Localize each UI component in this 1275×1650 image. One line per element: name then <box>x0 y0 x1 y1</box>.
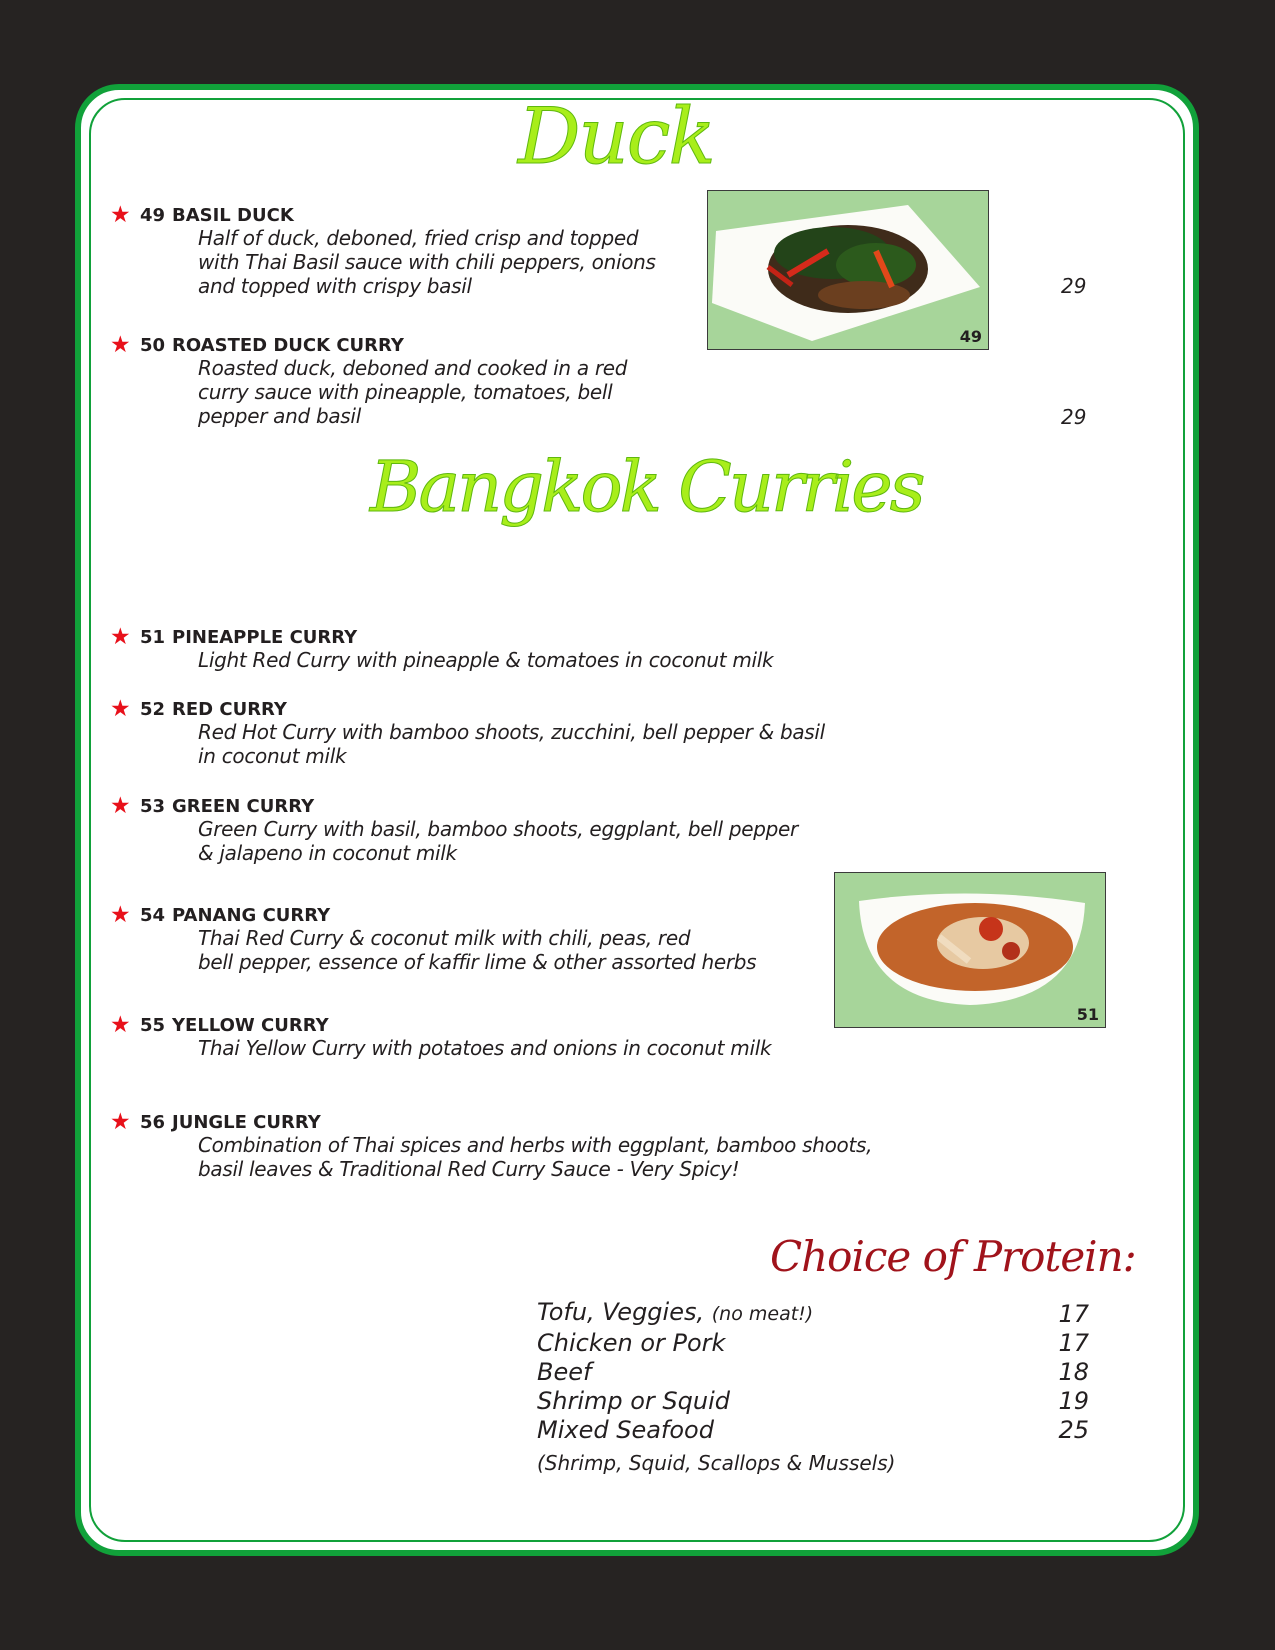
spicy-star-icon: ★ <box>110 201 131 228</box>
item-number: 53 <box>140 795 166 817</box>
item-name: PINEAPPLE CURRY <box>172 626 358 648</box>
item-number: 52 <box>140 698 166 720</box>
protein-price: 25 <box>1058 1416 1089 1444</box>
protein-note: (no meat!) <box>711 1303 814 1325</box>
spicy-star-icon: ★ <box>110 1108 131 1135</box>
menu-item-53 <box>110 792 798 865</box>
item-description: Light Red Curry with pineapple & tomatoes in coconut milk <box>198 648 774 672</box>
spicy-star-icon: ★ <box>110 792 131 819</box>
item-name: ROASTED DUCK CURRY <box>172 334 404 356</box>
menu-item-50 <box>110 331 628 428</box>
duck-section-title: Duck <box>518 92 714 182</box>
protein-price: 18 <box>1058 1358 1089 1386</box>
protein-price: 19 <box>1058 1387 1089 1415</box>
spicy-star-icon: ★ <box>110 623 131 650</box>
item-number: 55 <box>140 1014 166 1036</box>
item-number: 54 <box>140 904 166 926</box>
menu-item-56 <box>110 1108 873 1181</box>
curry-photo-tag: 51 <box>1076 1005 1099 1024</box>
protein-label: Beef <box>537 1358 592 1386</box>
item-name: YELLOW CURRY <box>172 1014 329 1036</box>
protein-price-list <box>537 1300 1089 1475</box>
menu-item-55 <box>110 1011 772 1060</box>
item-description: Green Curry with basil, bamboo shoots, eggplant, bell pepper & jalapeno in coconut milk <box>198 817 798 865</box>
item-number: 56 <box>140 1111 166 1133</box>
pineapple-curry-photo <box>834 872 1106 1028</box>
basil-duck-photo <box>707 190 989 350</box>
protein-row <box>537 1300 1089 1329</box>
protein-row <box>537 1416 1089 1445</box>
item-name: GREEN CURRY <box>172 795 315 817</box>
item-name: BASIL DUCK <box>172 204 294 226</box>
basil-duck-photo-tag: 49 <box>959 327 982 346</box>
menu-item-54 <box>110 901 757 974</box>
curry-bowl-illustration <box>835 873 1105 1027</box>
protein-label: Tofu, Veggies, (no meat!) <box>537 1298 814 1326</box>
menu-item-51 <box>110 623 774 672</box>
protein-price: 17 <box>1058 1329 1089 1357</box>
item-description: Thai Red Curry & coconut milk with chili, peas, red bell pepper, essence of kaffir lime & other assorted herbs <box>198 926 757 974</box>
item-number: 50 <box>140 334 166 356</box>
protein-label: Mixed Seafood <box>537 1416 714 1444</box>
spicy-star-icon: ★ <box>110 1011 131 1038</box>
item-description: Combination of Thai spices and herbs with eggplant, bamboo shoots, basil leaves & Traditional Red Curry Sauce - Very Spicy! <box>198 1133 873 1181</box>
protein-price: 17 <box>1058 1300 1089 1328</box>
item-description: Half of duck, deboned, fried crisp and topped with Thai Basil sauce with chili peppers, onions and topped with crispy basil <box>198 226 656 298</box>
item-number: 51 <box>140 626 166 648</box>
item-description: Red Hot Curry with bamboo shoots, zucchini, bell pepper & basil in coconut milk <box>198 720 825 768</box>
item-name: JUNGLE CURRY <box>172 1111 321 1133</box>
protein-section-title: Choice of Protein: <box>770 1232 1136 1281</box>
spicy-star-icon: ★ <box>110 331 131 358</box>
protein-footnote: (Shrimp, Squid, Scallops & Mussels) <box>537 1451 896 1475</box>
protein-row <box>537 1329 1089 1358</box>
item-number: 49 <box>140 204 166 226</box>
item-name: PANANG CURRY <box>172 904 331 926</box>
item-description: Roasted duck, deboned and cooked in a red curry sauce with pineapple, tomatoes, bell pepper and basil <box>198 356 628 428</box>
protein-label: Shrimp or Squid <box>537 1387 730 1415</box>
item-name: RED CURRY <box>172 698 287 720</box>
item-description: Thai Yellow Curry with potatoes and onions in coconut milk <box>198 1036 772 1060</box>
menu-item-52 <box>110 695 825 768</box>
menu-item-49 <box>110 201 656 298</box>
spicy-star-icon: ★ <box>110 695 131 722</box>
protein-label: Chicken or Pork <box>537 1329 726 1357</box>
item-price-49: 29 <box>1061 274 1087 298</box>
item-price-50: 29 <box>1061 405 1087 429</box>
curries-section-title: Bangkok Curries <box>370 446 923 528</box>
protein-row <box>537 1387 1089 1416</box>
protein-row <box>537 1358 1089 1387</box>
basil-duck-plate-illustration <box>708 191 988 349</box>
spicy-star-icon: ★ <box>110 901 131 928</box>
